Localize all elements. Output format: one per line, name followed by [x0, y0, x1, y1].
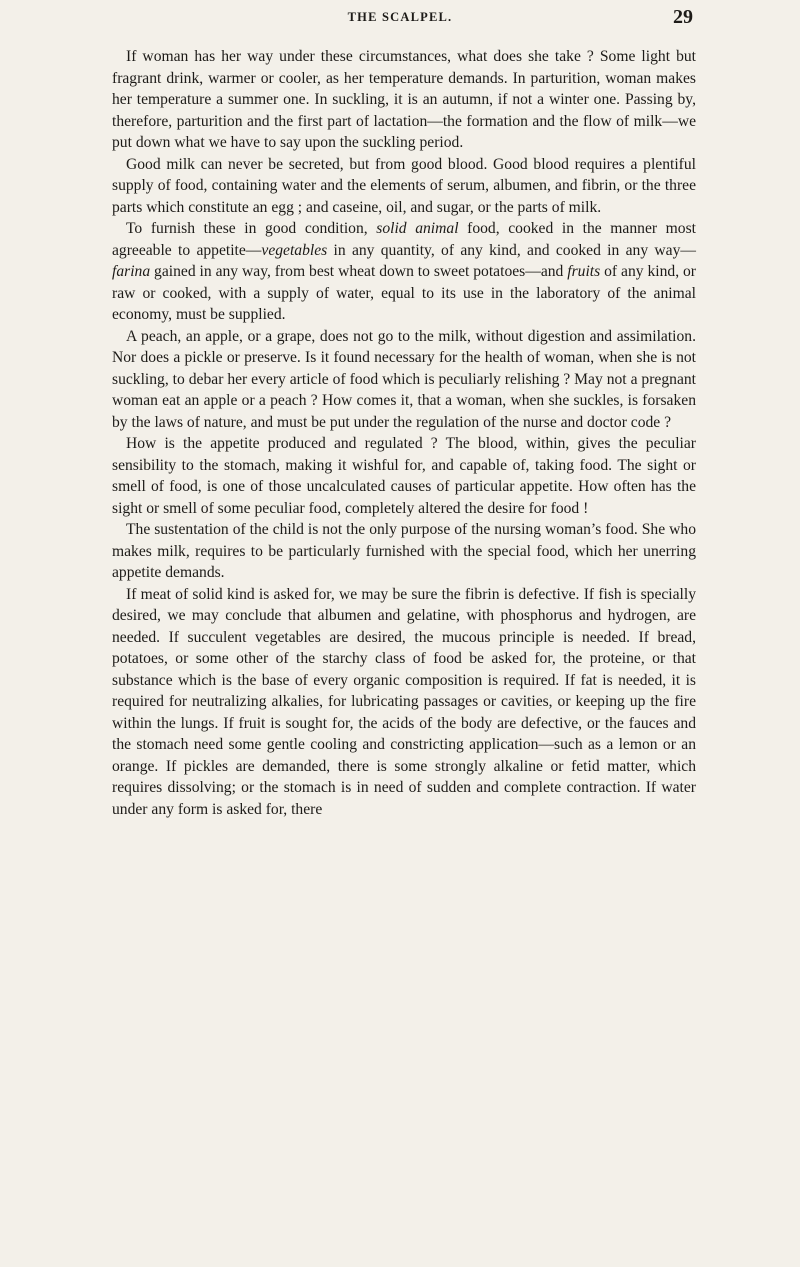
- page-number: 29: [673, 6, 693, 28]
- text-run: in any quantity, of any kind, and cooked in any way—: [327, 241, 696, 259]
- paragraph-5: How is the appetite produced and regulated ? The blood, within, gives the peculiar sensibility to the stomach, making it wishful for, and capable of, taking food. The sight or smell of food, is one of those uncalculated causes of particular appetite. How often has the sight or smell of some peculiar food, completely altered the desire for food !: [112, 435, 696, 517]
- text-run: of any kind, or raw or cooked, with a supply of water, equal to its use in the laboratory of the animal economy, must be supplied.: [112, 263, 696, 323]
- body-text: [112, 46, 696, 820]
- running-title: THE SCALPEL.: [347, 10, 453, 24]
- italic-term: vegetables: [261, 241, 328, 259]
- italic-term: farina: [112, 263, 151, 280]
- italic-term: solid animal: [376, 220, 459, 237]
- paragraph-7: If meat of solid kind is asked for, we may be sure the fibrin is defective. If fish is specially desired, we may conclude that albumen and gelatine, with phosphorus and hydrogen, are needed. If succulent vegetables are desired, the mucous principle is needed. If bread, potatoes, or some other of the starchy class of food be asked for, the proteine, or that substance which is the base of every organic composition is required. If fat is needed, it is required for neutralizing alkalies, for lubricating passages or cavities, or keeping up the fire within the lungs. If fruit is sought for, the acids of the body are defective, or the fauces and the stomach need some gentle cooling and constricting application—such as a lemon or an orange. If pickles are demanded, there is some strongly alkaline or fetid matter, which requires dissolving; or the stomach is in need of sudden and complete contraction. If water under any form is asked for, there: [112, 585, 696, 818]
- italic-term: fruits: [567, 263, 601, 280]
- text-run: food, cooked in the manner most agreeable to appetite—: [112, 220, 696, 259]
- paragraph-6: The sustentation of the child is not the only purpose of the nursing woman’s food. She who makes milk, requires to be particularly furnished with the special food, which her unerring appetite demands.: [112, 521, 696, 581]
- paragraph-2: Good milk can never be secreted, but from good blood. Good blood requires a plentiful supply of food, containing water and the elements of serum, albumen, and fibrin, or the three parts which constitute an egg ; and caseine, oil, and sugar, or the parts of milk.: [112, 155, 696, 216]
- text-run: gained in any way, from best wheat down to sweet potatoes—and: [150, 263, 568, 280]
- paragraph-1: If woman has her way under these circumstances, what does she take ? Some light but fragrant drink, warmer or cooler, as her temperature demands. In parturition, woman makes her temperature a summer one. In suckling, it is an autumn, if not a winter one. Passing by, therefore, parturition and the first part of lactation—the formation and the flow of milk—we put down what we have to say upon the suckling period.: [112, 48, 696, 151]
- page-header: [0, 6, 800, 36]
- paragraph-4: A peach, an apple, or a grape, does not go to the milk, without digestion and assimilation. Nor does a pickle or preserve. Is it found necessary for the health of woman, when she is not suckling, to debar her every article of food which is peculiarly relishing ? May not a pregnant woman eat an apple or a peach ? How comes it, that a woman, when she suckles, is forsaken by the laws of nature, and must be put under the regulation of the nurse and doctor code ?: [112, 327, 696, 431]
- text-run: To furnish these in good condition,: [126, 220, 377, 237]
- paragraph-3: [112, 218, 696, 326]
